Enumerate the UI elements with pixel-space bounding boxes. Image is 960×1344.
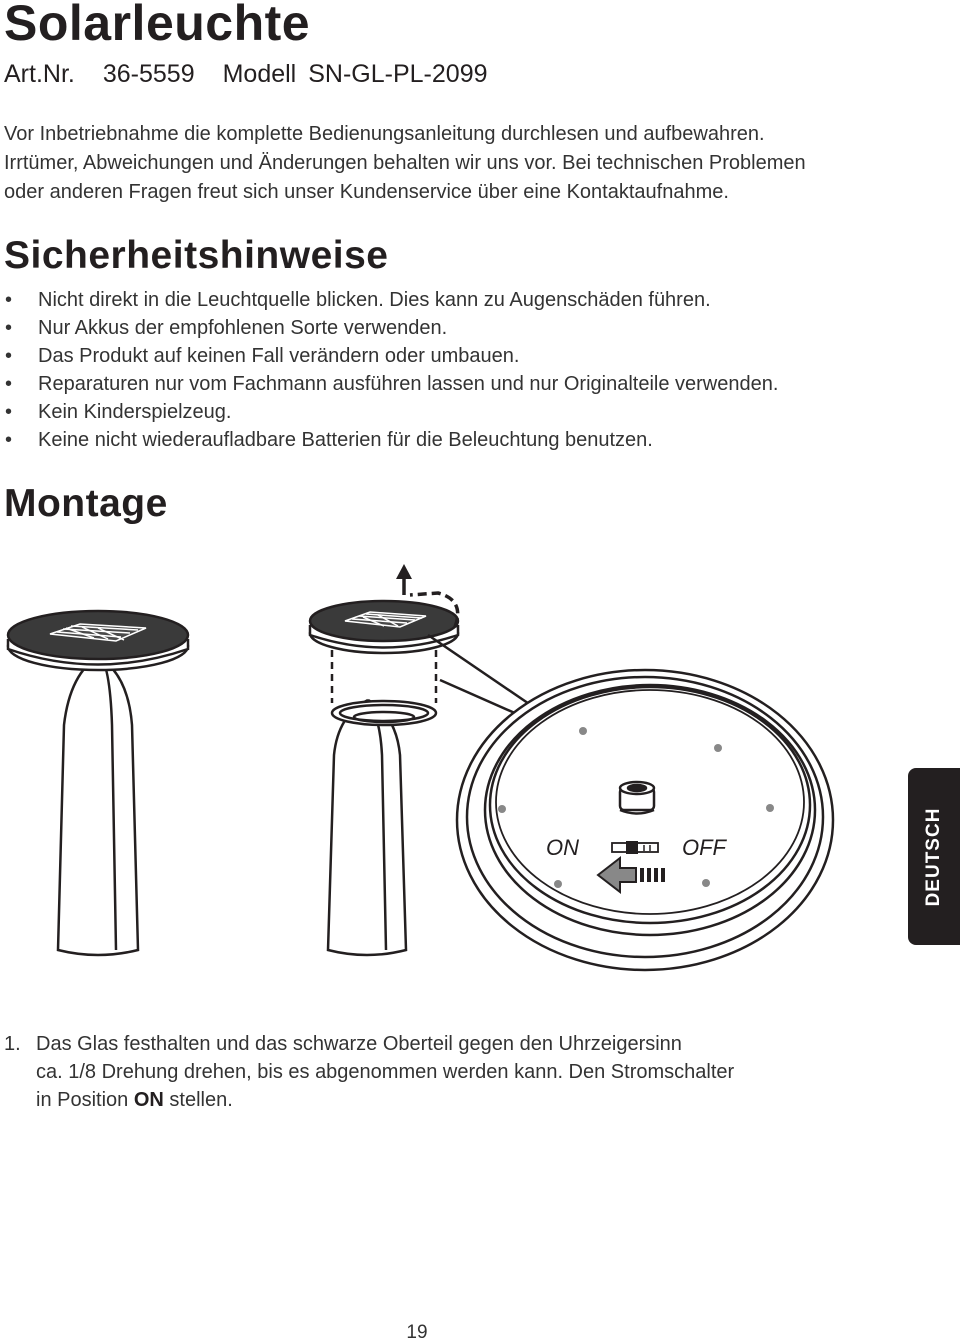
language-tab xyxy=(908,768,960,945)
charge-port-drawing xyxy=(620,782,654,814)
page-number: 19 xyxy=(406,1322,428,1343)
montage-heading: Montage xyxy=(4,482,168,525)
head-underside-detail xyxy=(457,670,833,970)
article-line xyxy=(4,60,516,89)
assembled-lamp-drawing xyxy=(8,611,188,955)
intro-line: Irrtümer, Abweichungen und Änderungen behalten wir uns vor. Bei technischen Problemen xyxy=(4,152,806,174)
model-label: Modell xyxy=(222,60,297,88)
intro-paragraph xyxy=(4,120,904,207)
safety-list xyxy=(4,286,778,454)
intro-line: oder anderen Fragen freut sich unser Kundenservice über eine Kontaktaufnahme. xyxy=(4,181,729,203)
switch-off-label: OFF xyxy=(682,835,726,860)
step-line xyxy=(4,1086,734,1114)
open-lamp-drawing xyxy=(310,564,458,955)
intro-line: Vor Inbetriebnahme die komplette Bedienungsanleitung durchlesen und aufbewahren. xyxy=(4,123,765,145)
step-text-1: Das Glas festhalten und das schwarze Oberteil gegen den Uhrzeigersinn xyxy=(36,1033,682,1055)
safety-item: • Reparaturen nur vom Fachmann ausführen lassen und nur Originalteile verwenden. xyxy=(4,370,778,398)
safety-item: • Nur Akkus der empfohlenen Sorte verwenden. xyxy=(4,314,778,342)
safety-item: • Das Produkt auf keinen Fall verändern oder umbauen. xyxy=(4,342,778,370)
art-number: 36-5559 xyxy=(102,60,195,88)
step-text-3-prefix: in Position xyxy=(36,1089,134,1111)
safety-item: • Kein Kinderspielzeug. xyxy=(4,398,778,426)
step-text-3-bold: ON xyxy=(133,1089,164,1111)
model-number: SN-GL-PL-2099 xyxy=(308,60,488,88)
page-title: Solarleuchte xyxy=(4,0,311,51)
step-text-3-suffix: stellen. xyxy=(163,1089,233,1111)
step-number: 1. xyxy=(4,1033,21,1055)
power-switch-drawing xyxy=(612,841,658,854)
safety-item: • Keine nicht wiederaufladbare Batterien für die Beleuchtung benutzen. xyxy=(4,426,778,454)
safety-item: • Nicht direkt in die Leuchtquelle blicken. Dies kann zu Augenschäden führen. xyxy=(4,286,778,314)
switch-on-label: ON xyxy=(546,835,579,860)
art-label: Art.Nr. xyxy=(4,60,75,88)
step-text-2: ca. 1/8 Drehung drehen, bis es abgenommen werden kann. Den Stromschalter xyxy=(36,1061,735,1083)
step-1 xyxy=(4,1030,734,1114)
montage-illustration xyxy=(0,555,900,1000)
language-tab-label: DEUTSCH xyxy=(923,807,944,906)
step-line xyxy=(4,1030,734,1058)
safety-heading: Sicherheitshinweise xyxy=(4,234,389,277)
